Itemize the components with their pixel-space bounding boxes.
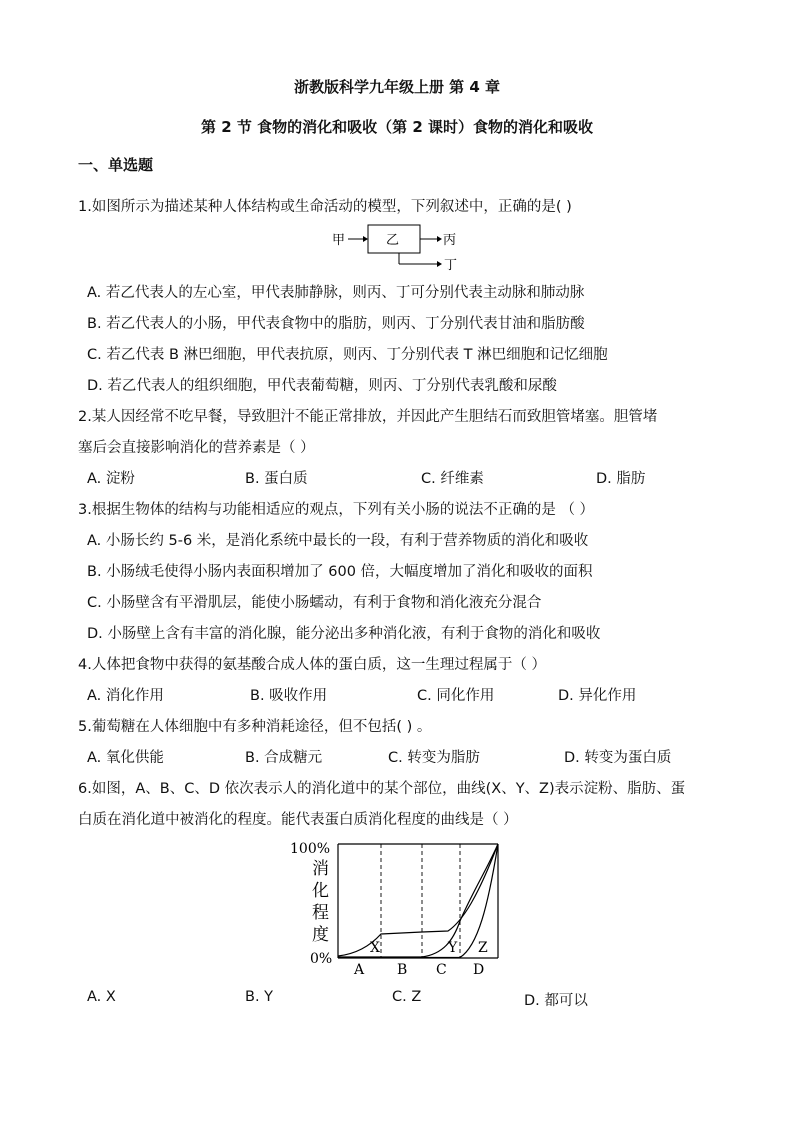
q3-stem: 3.根据生物体的结构与功能相适应的观点，下列有关小肠的说法不正确的是 （ ） xyxy=(78,502,595,518)
q6-digestion-figure xyxy=(288,836,510,978)
q1-option-d[interactable]: D. 若乙代表人的组织细胞，甲代表葡萄糖，则丙、丁分别代表乳酸和尿酸 xyxy=(87,378,557,394)
q5-option-d[interactable]: D. 转变为蛋白质 xyxy=(564,750,672,766)
curve-z-label: Z xyxy=(478,940,488,956)
q6-option-a[interactable]: A. X xyxy=(87,989,116,1005)
q6-option-b[interactable]: B. Y xyxy=(245,989,274,1005)
q3-option-b[interactable]: B. 小肠绒毛使得小肠内表面积增加了 600 倍，大幅度增加了消化和吸收的面积 xyxy=(87,564,593,580)
ylabel-char-3: 程 xyxy=(312,903,329,923)
y-bottom-label: 0% xyxy=(310,951,333,967)
q4-option-c[interactable]: C. 同化作用 xyxy=(417,688,495,704)
region-c-label: C xyxy=(436,962,447,978)
q1-option-b[interactable]: B. 若乙代表人的小肠，甲代表食物中的脂肪，则丙、丁分别代表甘油和脂肪酸 xyxy=(87,316,585,332)
q2-option-d[interactable]: D. 脂肪 xyxy=(596,471,646,487)
ylabel-char-1: 消 xyxy=(312,859,329,879)
q5-option-a[interactable]: A. 氧化供能 xyxy=(87,750,164,766)
q5-option-b[interactable]: B. 合成糖元 xyxy=(245,750,323,766)
region-d-label: D xyxy=(473,962,485,978)
q1-model-diagram xyxy=(330,222,470,274)
curve-z xyxy=(338,844,498,958)
q2-option-a[interactable]: A. 淀粉 xyxy=(87,471,135,487)
q6-stem-line1: 6.如图，A、B、C、D 依次表示人的消化道中的某个部位，曲线(X、Y、Z)表示淀粉、脂肪、蛋 xyxy=(78,781,686,797)
q2-option-c[interactable]: C. 纤维素 xyxy=(421,471,484,487)
ylabel-char-4: 度 xyxy=(312,925,329,945)
y-top-label: 100% xyxy=(290,841,331,857)
page-subtitle: 第 2 节 食物的消化和吸收（第 2 课时）食物的消化和吸收 xyxy=(201,118,593,136)
q4-option-a[interactable]: A. 消化作用 xyxy=(87,688,164,704)
q2-stem-line2: 塞后会直接影响消化的营养素是（ ） xyxy=(78,440,315,456)
q1-stem: 1.如图所示为描述某种人体结构或生命活动的模型，下列叙述中，正确的是( ) xyxy=(78,199,572,215)
q6-option-d[interactable]: D. 都可以 xyxy=(524,993,588,1009)
q3-option-d[interactable]: D. 小肠壁上含有丰富的消化腺，能分泌出多种消化液，有利于食物的消化和吸收 xyxy=(87,626,601,642)
q5-option-c[interactable]: C. 转变为脂肪 xyxy=(388,750,480,766)
region-a-label: A xyxy=(354,962,365,978)
q1-option-a[interactable]: A. 若乙代表人的左心室，甲代表肺静脉，则丙、丁可分别代表主动脉和肺动脉 xyxy=(87,285,585,301)
q1-label-yi: 乙 xyxy=(386,233,400,248)
q4-option-b[interactable]: B. 吸收作用 xyxy=(250,688,328,704)
q2-stem-line1: 2.某人因经常不吃早餐，导致胆汁不能正常排放，并因此产生胆结石而致胆管堵塞。胆管堵 xyxy=(78,409,658,425)
q6-stem-line2: 白质在消化道中被消化的程度。能代表蛋白质消化程度的曲线是（ ） xyxy=(78,812,518,828)
curve-x-label: X xyxy=(370,940,380,956)
q1-label-jia: 甲 xyxy=(332,233,346,248)
q3-option-a[interactable]: A. 小肠长约 5-6 米，是消化系统中最长的一段，有利于营养物质的消化和吸收 xyxy=(87,533,589,549)
q4-stem: 4.人体把食物中获得的氨基酸合成人体的蛋白质，这一生理过程属于（ ） xyxy=(78,657,546,673)
q1-option-c[interactable]: C. 若乙代表 B 淋巴细胞，甲代表抗原，则丙、丁分别代表 T 淋巴细胞和记忆细胞 xyxy=(87,347,608,363)
section-heading: 一、单选题 xyxy=(78,156,154,174)
ylabel-char-2: 化 xyxy=(312,881,329,901)
q2-option-b[interactable]: B. 蛋白质 xyxy=(245,471,308,487)
q1-label-ding: 丁 xyxy=(444,258,458,273)
curve-y-label: Y xyxy=(448,940,458,956)
q6-option-c[interactable]: C. Z xyxy=(392,989,422,1005)
region-b-label: B xyxy=(397,962,408,978)
q1-label-bing: 丙 xyxy=(443,233,457,248)
page-title: 浙教版科学九年级上册 第 4 章 xyxy=(293,78,501,96)
q4-option-d[interactable]: D. 异化作用 xyxy=(558,688,637,704)
q3-option-c[interactable]: C. 小肠壁含有平滑肌层，能使小肠蠕动，有利于食物和消化液充分混合 xyxy=(87,595,542,611)
q5-stem: 5.葡萄糖在人体细胞中有多种消耗途径，但不包括( ) 。 xyxy=(78,719,432,735)
